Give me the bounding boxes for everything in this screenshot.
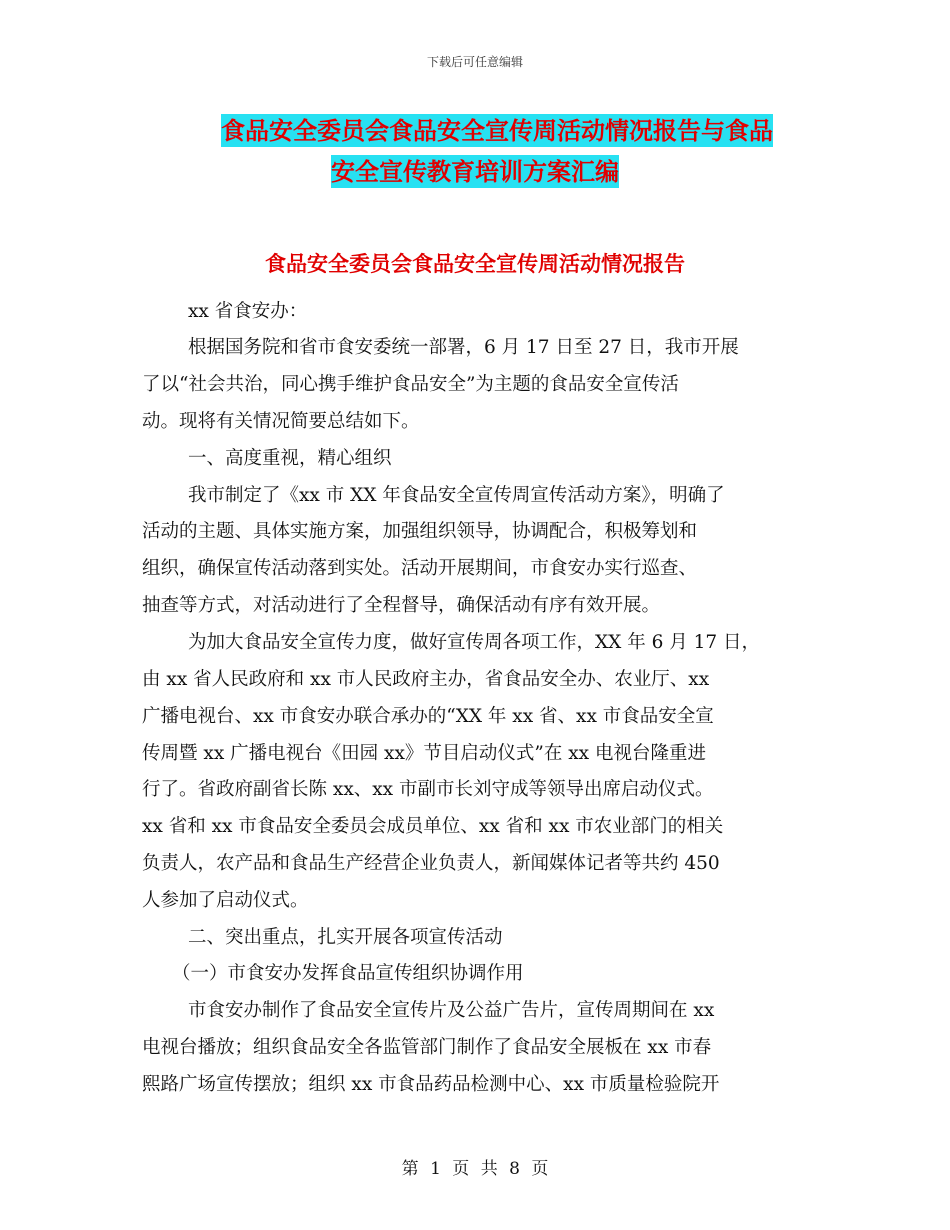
- body-line: 负责人，农产品和食品生产经营企业负责人，新闻媒体记者等共约 450: [142, 853, 720, 874]
- main-title-line-1: [22, 116, 950, 146]
- body-line: 根据国务院和省市食安委统一部署，6 月 17 日至 27 日，我市开展: [188, 337, 739, 358]
- body-line: 我市制定了《xx 市 XX 年食品安全宣传周宣传活动方案》，明确了: [188, 485, 725, 506]
- subsection-heading: （一）市食安办发挥食品宣传组织协调作用: [172, 963, 524, 984]
- body-line: xx 省和 xx 市食品安全委员会成员单位、xx 省和 xx 市农业部门的相关: [142, 816, 724, 837]
- section-heading: 二、突出重点，扎实开展各项宣传活动: [188, 927, 503, 948]
- page-footer: 第 1 页 共 8 页: [401, 1159, 549, 1179]
- body-line: 熙路广场宣传摆放；组织 xx 市食品药品检测中心、xx 市质量检验院开: [142, 1074, 720, 1095]
- body-line: 市食安办制作了食品安全宣传片及公益广告片，宣传周期间在 xx: [188, 1000, 715, 1021]
- body-line: 组织，确保宣传活动落到实处。活动开展期间，市食安办实行巡查、: [142, 558, 698, 579]
- body-line: 了以“社会共治，同心携手维护食品安全”为主题的食品安全宣传活: [142, 374, 679, 395]
- main-title-line-1-text: 食品安全委员会食品安全宣传周活动情况报告与食品: [221, 116, 773, 145]
- main-title-line-2: [0, 157, 950, 187]
- report-subtitle: 食品安全委员会食品安全宣传周活动情况报告: [265, 251, 685, 276]
- section-heading: 一、高度重视，精心组织: [188, 448, 392, 469]
- body-line: 活动的主题、具体实施方案，加强组织领导，协调配合，积极筹划和: [142, 521, 698, 542]
- body-line: 电视台播放；组织食品安全各监管部门制作了食品安全展板在 xx 市春: [142, 1037, 712, 1058]
- main-title-line-2-text: 安全宣传教育培训方案汇编: [331, 157, 619, 186]
- body-line: xx 省食安办：: [188, 301, 308, 322]
- body-line: 动。现将有关情况简要总结如下。: [142, 411, 420, 432]
- body-line: 行了。省政府副省长陈 xx、xx 市副市长刘守成等领导出席启动仪式。: [142, 779, 714, 800]
- body-line: 为加大食品安全宣传力度，做好宣传周各项工作，XX 年 6 月 17 日，: [188, 632, 761, 653]
- body-line: 由 xx 省人民政府和 xx 市人民政府主办，省食品安全办、农业厅、xx: [142, 669, 710, 690]
- body-line: 传周暨 xx 广播电视台《田园 xx》节目启动仪式”在 xx 电视台隆重进: [142, 743, 706, 764]
- body-line: 抽查等方式，对活动进行了全程督导，确保活动有序有效开展。: [142, 595, 661, 616]
- body-line: 人参加了启动仪式。: [142, 890, 309, 911]
- body-line: 广播电视台、xx 市食安办联合承办的“XX 年 xx 省、xx 市食品安全宣: [142, 706, 714, 727]
- header-note: 下载后可任意编辑: [426, 55, 523, 69]
